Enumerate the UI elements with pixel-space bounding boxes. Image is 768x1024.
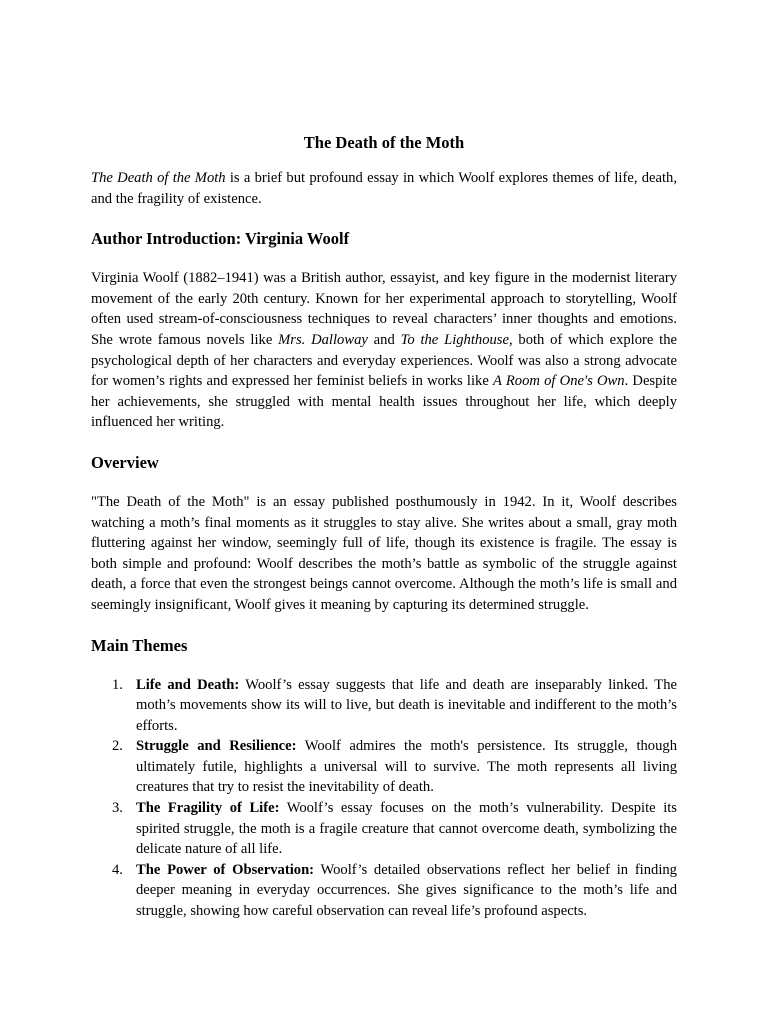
theme-number: 1. bbox=[112, 676, 123, 693]
theme-text: Woolf’s detailed observations reflect her belief in finding deeper meaning in everyday occurrences. She gives significance to the moth’s life and struggle, showing how careful observation can reveal life’s profound aspects. bbox=[136, 861, 677, 920]
author-text-part-1: Virginia Woolf (1882–1941) was a British author, essayist, and key figure in the modernist literary movement of the early 20th century. Known for her experimental approach to storytelling, Woolf often used stream-of-consciousness techniques to reveal characters’ inner thoughts and emotions. She wrote famous novels like bbox=[91, 270, 677, 348]
theme-title: Life and Death: bbox=[136, 676, 240, 693]
author-paragraph bbox=[91, 268, 677, 433]
theme-text: Woolf admires the moth's persistence. Its struggle, though ultimately futile, highlights a universal will to survive. The moth represents all living creatures that try to resist the inevitability of death. bbox=[136, 738, 677, 796]
theme-item bbox=[91, 675, 677, 737]
theme-text: Woolf’s essay suggests that life and death are inseparably linked. The moth’s movements show its will to live, but death is inevitable and indifferent to the moth’s efforts. bbox=[136, 676, 677, 734]
theme-item bbox=[91, 736, 677, 798]
theme-title: Struggle and Resilience: bbox=[136, 738, 297, 755]
overview-heading: Overview bbox=[91, 452, 159, 472]
book-title-to-the-lighthouse: To the Lighthouse bbox=[400, 331, 509, 348]
author-heading: Author Introduction: Virginia Woolf bbox=[91, 229, 350, 249]
book-title-mrs-dalloway: Mrs. Dalloway bbox=[278, 331, 368, 348]
theme-item bbox=[91, 860, 677, 922]
theme-text: Woolf’s essay focuses on the moth’s vulnerability. Despite its spirited struggle, the moth is a fragile creature that cannot overcome death, symbolizing the delicate nature of all life. bbox=[136, 800, 677, 858]
themes-list bbox=[91, 675, 677, 922]
theme-number: 2. bbox=[112, 738, 123, 755]
themes-heading: Main Themes bbox=[91, 635, 188, 655]
theme-number: 3. bbox=[112, 800, 123, 817]
author-text-part-3: . Despite her achievements, she struggled with mental health issues throughout her life, which deeply influenced her writing. bbox=[91, 373, 677, 431]
intro-essay-title: The Death of the Moth bbox=[91, 170, 226, 186]
author-text-and: and bbox=[367, 331, 401, 348]
book-title-a-room-of-ones-own: A Room of One's Own bbox=[493, 373, 625, 390]
document-title: The Death of the Moth bbox=[303, 133, 465, 152]
theme-title: The Fragility of Life: bbox=[136, 800, 280, 817]
author-text-part-2: , both of which explore the psychological depth of her characters and everyday experiences. Woolf was also a strong advocate for women’s rights and expressed her feminist beliefs in works like bbox=[91, 331, 678, 390]
intro-text: is a brief but profound essay in which Woolf explores themes of life, death, and the fragility of existence. bbox=[91, 170, 677, 207]
overview-paragraph: "The Death of the Moth" is an essay published posthumously in 1942. In it, Woolf describes watching a moth’s final moments as it struggles to stay alive. She writes about a small, gray moth fluttering against her window, seemingly full of life, though its existence is fragile. The essay is both simple and profound: Woolf describes the moth’s battle as symbolic of the struggle against death, a force that even the strongest beings cannot overcome. Although the moth’s life is small and seemingly insignificant, Woolf gives it meaning by capturing its determined struggle. bbox=[91, 493, 677, 613]
theme-number: 4. bbox=[112, 861, 123, 878]
document-page bbox=[91, 131, 677, 922]
intro-paragraph bbox=[91, 168, 677, 209]
theme-item bbox=[91, 798, 677, 860]
theme-title: The Power of Observation: bbox=[136, 861, 315, 878]
